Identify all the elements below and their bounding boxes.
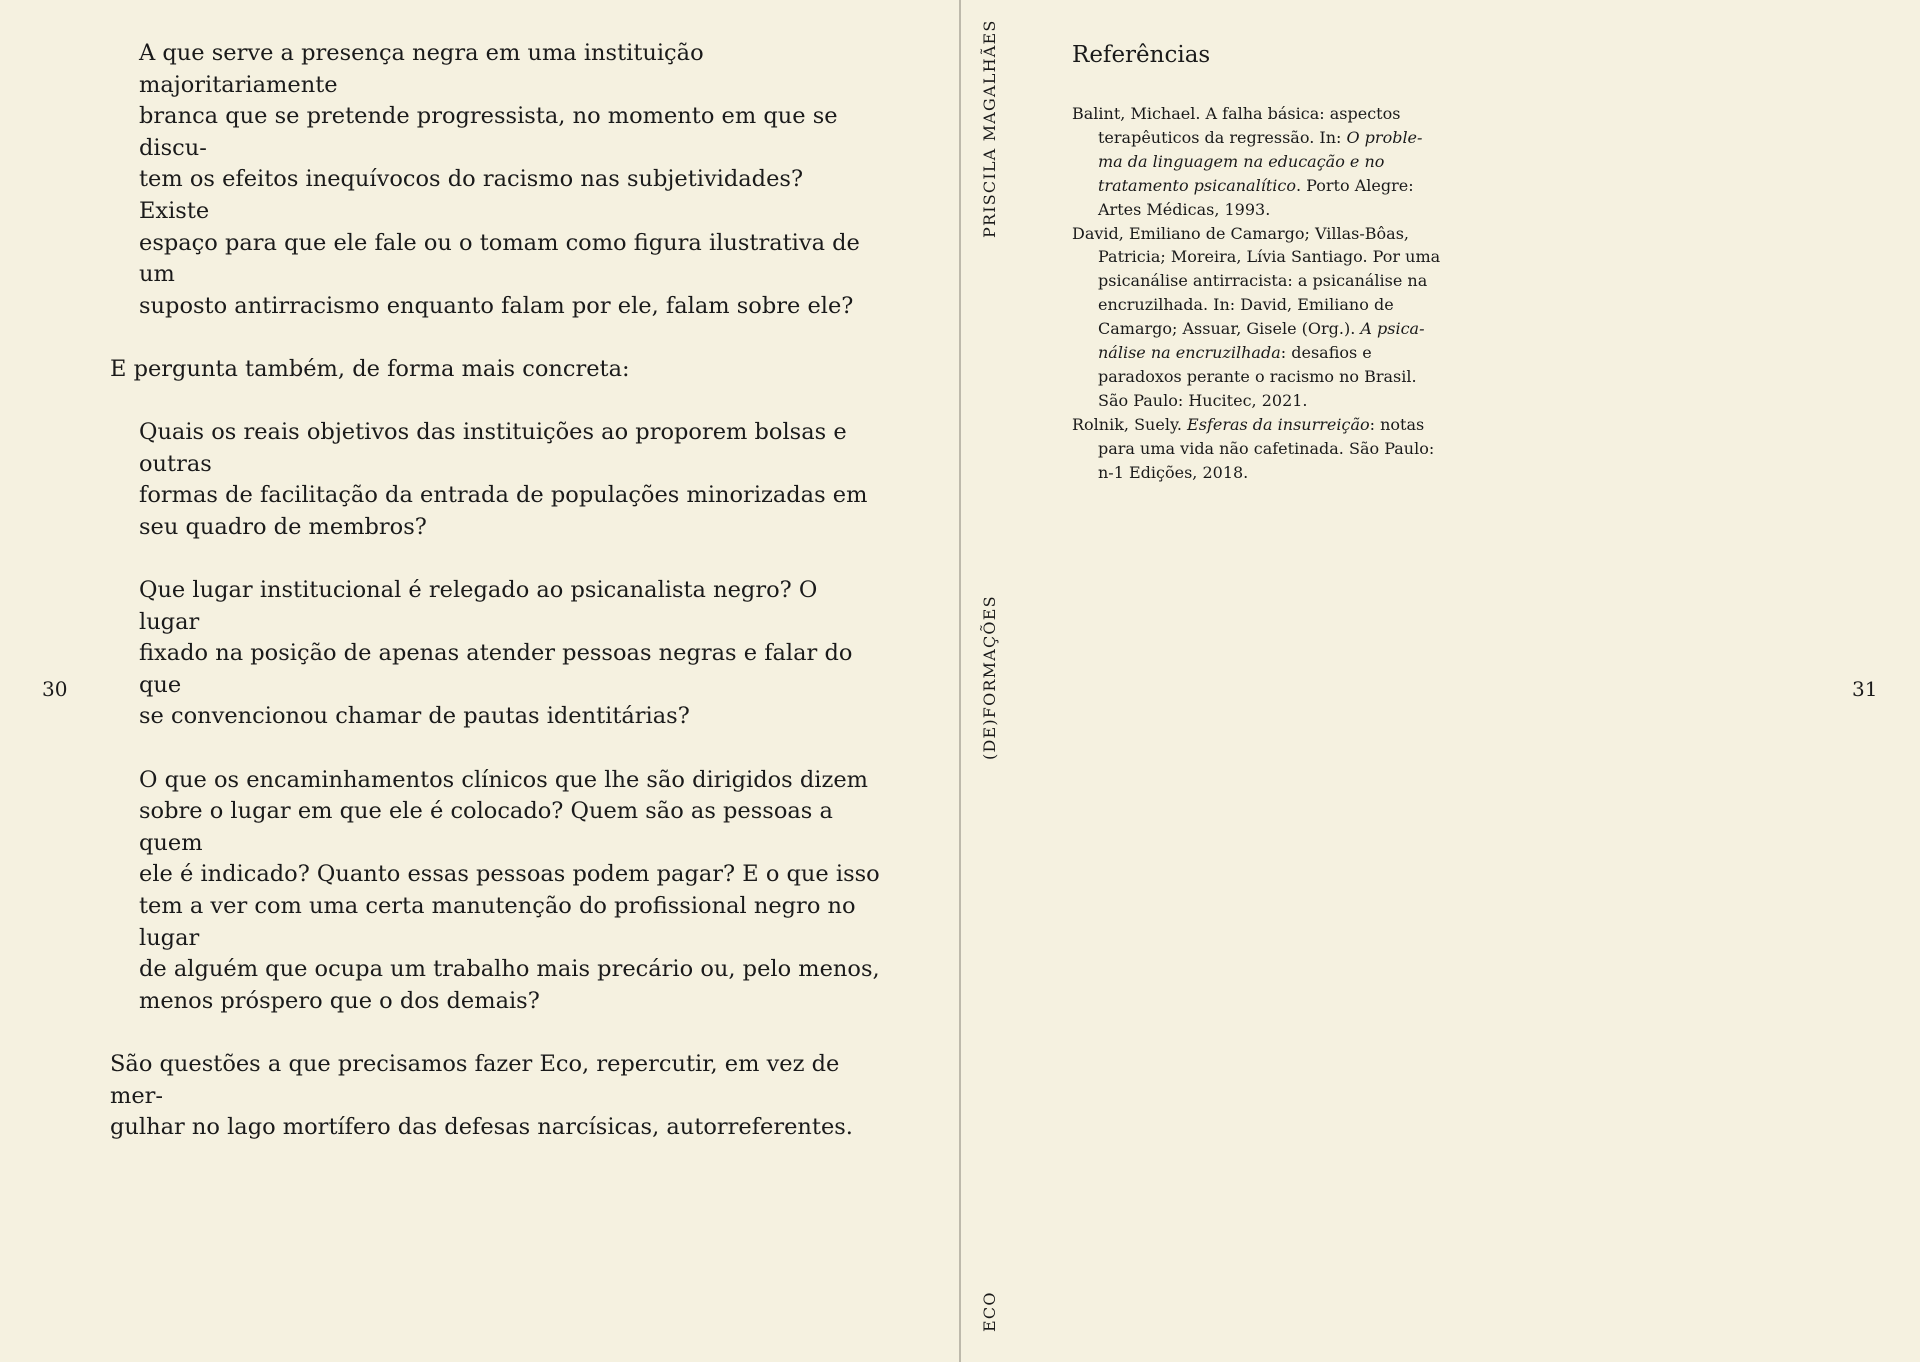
reference-text: Rolnik, Suely. <box>1072 414 1188 434</box>
reference-entry <box>1072 413 1472 485</box>
body-paragraph: E pergunta também, de forma mais concreta: <box>110 355 630 382</box>
left-page-text <box>110 38 880 1175</box>
page-number-right: 31 <box>1852 677 1878 701</box>
reference-text: David, Emiliano de Camargo; Villas-Bôas, Patricia; Moreira, Lívia Santiago. Por uma psicanálise antirracista: a psicanálise na encruzilhada. In: David, Emiliano de Camargo; Assuar, Gisele (Org.). <box>1072 223 1441 339</box>
block-quote-paragraph: Quais os reais objetivos das instituições ao proporem bolsas e outras formas de facilitação da entrada de populações minorizadas em seu quadro de membros? <box>139 419 868 540</box>
block-quote-paragraph: A que serve a presença negra em uma instituição majoritariamente branca que se pretende progressista, no momento em que se discu- tem os efeitos inequívocos do racismo nas subjetividades? Existe espaço para que ele fale ou o tomam como figura ilustrativa de um suposto antirracismo enquanto falam por ele, falam sobre ele? <box>139 40 860 319</box>
reference-title-italic: O proble- ma da linguagem na educação e no tratamento psicanalítico <box>1098 127 1423 195</box>
running-head-author: PRISCILA MAGALHÃES <box>980 19 999 238</box>
reference-text: : desafios e paradoxos perante o racismo no Brasil. São Paulo: Hucitec, 2021. <box>1098 343 1417 410</box>
block-quote-paragraph: O que os encaminhamentos clínicos que lhe são dirigidos dizem sobre o lugar em que ele é colocado? Quem são as pessoas a quem ele é indicado? Quanto essas pessoas podem pagar? E o que isso tem a ver com uma certa manutenção do profissional negro no lugar de alguém que ocupa um trabalho mais precário ou, pelo menos, menos próspero que o dos demais? <box>139 766 880 1014</box>
reference-entry <box>1072 222 1472 413</box>
body-paragraph: São questões a que precisamos fazer Eco, repercutir, em vez de mer- gulhar no lago mortífero das defesas narcísicas, autorreferentes. <box>110 1051 853 1141</box>
page-fold-divider <box>959 0 961 1362</box>
reference-entry <box>1072 102 1472 222</box>
reference-text: : notas para uma vida não cafetinada. São Paulo: n-1 Edições, 2018. <box>1098 414 1435 482</box>
references-section <box>1072 40 1472 485</box>
reference-text: Balint, Michael. A falha básica: aspectos terapêuticos da regressão. In: <box>1072 104 1401 147</box>
reference-title-italic: Esferas da insurreição <box>1187 414 1370 434</box>
reference-text: . Porto Alegre: Artes Médicas, 1993. <box>1098 175 1414 219</box>
references-list <box>1072 102 1472 485</box>
running-head-section: (DE)FORMAÇÕES <box>980 595 999 760</box>
page-number-left: 30 <box>42 677 68 701</box>
reference-title-italic: A psica- nálise na encruzilhada <box>1098 319 1425 363</box>
running-head-title: ECO <box>980 1291 999 1332</box>
block-quote-paragraph: Que lugar institucional é relegado ao psicanalista negro? O lugar fixado na posição de apenas atender pessoas negras e falar do que se convencionou chamar de pautas identitárias? <box>139 577 853 730</box>
references-heading: Referências <box>1072 42 1211 68</box>
